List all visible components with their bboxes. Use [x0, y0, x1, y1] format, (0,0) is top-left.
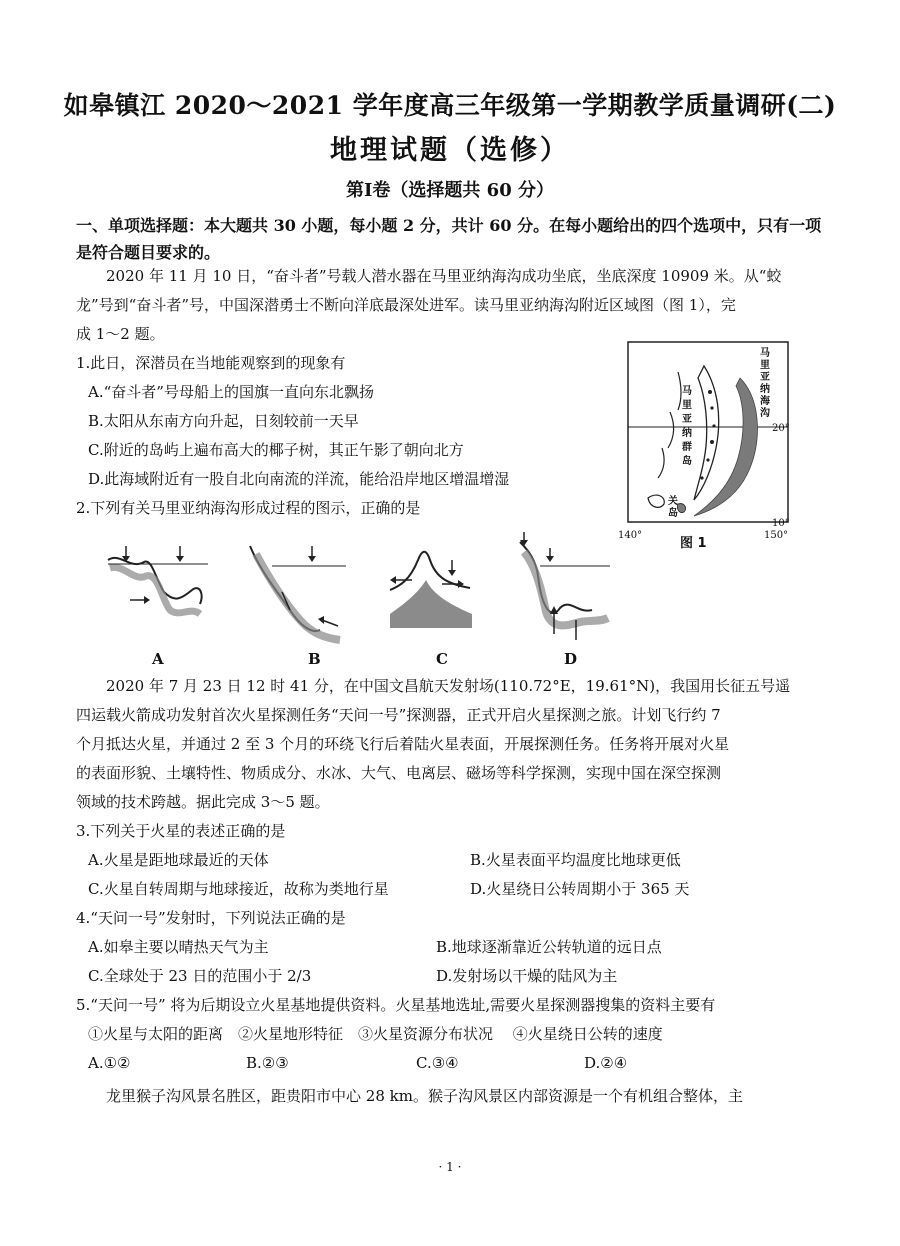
passage2-line3: 个月抵达火星，并通过 2 至 3 个月的环绕飞行后着陆火星表面，开展探测任务。任务将开展对火星 [76, 735, 730, 753]
trench-label-3: 亚 [760, 372, 770, 383]
lat-10-label: 10° [772, 518, 790, 529]
q3-option-d: D.火星绕日公转周期小于 365 天 [470, 880, 690, 898]
q4-option-b: B.地球逐渐靠近公转轨道的远日点 [436, 938, 662, 956]
q5-option-d: D.②④ [584, 1054, 628, 1072]
trench-label-4: 纳 [760, 384, 770, 395]
diagram-d [520, 532, 610, 640]
passage2-line2: 四运载火箭成功发射首次火星探测任务“天问一号”探测器，正式开启火星探测之旅。计划飞行约 7 [76, 706, 721, 724]
guam-label-1: 关 [668, 496, 678, 507]
passage3-line1: 龙里猴子沟风景名胜区，距贵阳市中心 28 km。猴子沟风景区内部资源是一个有机组合整体，主 [106, 1087, 743, 1105]
diagram-label-a: A [152, 650, 164, 668]
diagram-label-c: C [436, 650, 448, 668]
diagram-label-b: B [308, 650, 321, 668]
q1-option-a: A.“奋斗者”号母船上的国旗一直向东北飘扬 [88, 383, 374, 401]
passage2-line1: 2020 年 7 月 23 日 12 时 41 分，在中国文昌航天发射场(110.72°E，19.61°N)，我国用长征五号遥 [106, 677, 791, 695]
section-title: 第I卷（选择题共 60 分） [345, 180, 554, 201]
q5-option-a: A.①② [88, 1054, 131, 1072]
lat-20-label: 20° [772, 423, 790, 434]
islands-label-1: 马 [682, 386, 692, 397]
q5-option-c: C.③④ [416, 1054, 459, 1072]
trench-label-1: 马 [760, 348, 770, 359]
diagram-label-d: D [564, 650, 578, 668]
q5-items: ①火星与太阳的距离 ②火星地形特征 ③火星资源分布状况 ④火星绕日公转的速度 [88, 1025, 663, 1043]
q1-option-b: B.太阳从东南方向升起，日刻较前一天早 [88, 412, 359, 430]
q5-option-b: B.②③ [246, 1054, 289, 1072]
q2-stem: 2.下列有关马里亚纳海沟形成过程的图示，正确的是 [76, 499, 421, 517]
passage2-line5: 领域的技术跨越。据此完成 3～5 题。 [76, 793, 330, 811]
islands-label-4: 纳 [682, 428, 692, 439]
q3-option-b: B.火星表面平均温度比地球更低 [470, 851, 681, 869]
q3-option-c: C.火星自转周期与地球接近，故称为类地行星 [88, 880, 389, 898]
trench-label-2: 里 [760, 360, 770, 371]
diagram-c [390, 552, 472, 628]
islands-label-2: 里 [682, 400, 692, 411]
lon-150-label: 150° [764, 530, 789, 541]
passage2-line4: 的表面形貌、土壤特性、物质成分、水冰、大气、电离层、磁场等科学探测，实现中国在深空探测 [76, 764, 722, 782]
passage1-line1: 2020 年 11 月 10 日，“奋斗者”号载人潜水器在马里亚纳海沟成功坐底，坐底深度 10909 米。从“蛟 [106, 267, 782, 285]
guam-label-2: 岛 [668, 508, 678, 519]
q5-stem: 5.“天问一号” 将为后期设立火星基地提供资料。火星基地选址,需要火星探测器搜集的资料主要有 [76, 996, 716, 1014]
diagram-b [250, 546, 346, 640]
diagram-a [108, 546, 208, 614]
islands-label-6: 岛 [682, 456, 692, 467]
q3-option-a: A.火星是距地球最近的天体 [88, 851, 269, 869]
instructions: 一、单项选择题：本大题共 30 小题，每小题 2 分，共计 60 分。在每小题给出的四个选项中，只有一项是符合题目要求的。 [76, 216, 822, 262]
figure-caption: 图 1 [680, 536, 707, 551]
q1-option-c: C.附近的岛屿上遍布高大的椰子树，其正午影了朝向北方 [88, 441, 464, 459]
mariana-map [612, 338, 802, 552]
page-number: · 1 · [438, 1160, 462, 1174]
q4-option-d: D.发射场以干燥的陆风为主 [436, 967, 618, 985]
passage1-line2: 龙”号到“奋斗者”号，中国深潜勇士不断向洋底最深处进军。读马里亚纳海沟附近区域图（图 1），完 [76, 296, 736, 314]
islands-label-5: 群 [682, 442, 692, 453]
trench-label-6: 沟 [760, 408, 770, 419]
q4-stem: 4.“天问一号”发射时，下列说法正确的是 [76, 909, 346, 927]
q4-option-c: C.全球处于 23 日的范围小于 2/3 [88, 967, 312, 985]
trench-label-5: 海 [760, 396, 770, 407]
q1-option-d: D.此海域附近有一股自北向南流的洋流，能给沿岸地区增温增湿 [88, 470, 510, 488]
trench-diagrams [100, 530, 620, 670]
q3-stem: 3.下列关于火星的表述正确的是 [76, 822, 286, 840]
passage1-line3: 成 1～2 题。 [76, 325, 165, 343]
subject-title: 地理试题（选修） [330, 135, 570, 166]
q4-option-a: A.如皋主要以晴热天气为主 [88, 938, 269, 956]
q1-stem: 1.此日，深潜员在当地能观察到的现象有 [76, 354, 346, 372]
exam-title: 如皋镇江 2020～2021 学年度高三年级第一学期教学质量调研(二) [63, 91, 837, 120]
islands-label-3: 亚 [682, 414, 692, 425]
lon-140-label: 140° [618, 530, 643, 541]
